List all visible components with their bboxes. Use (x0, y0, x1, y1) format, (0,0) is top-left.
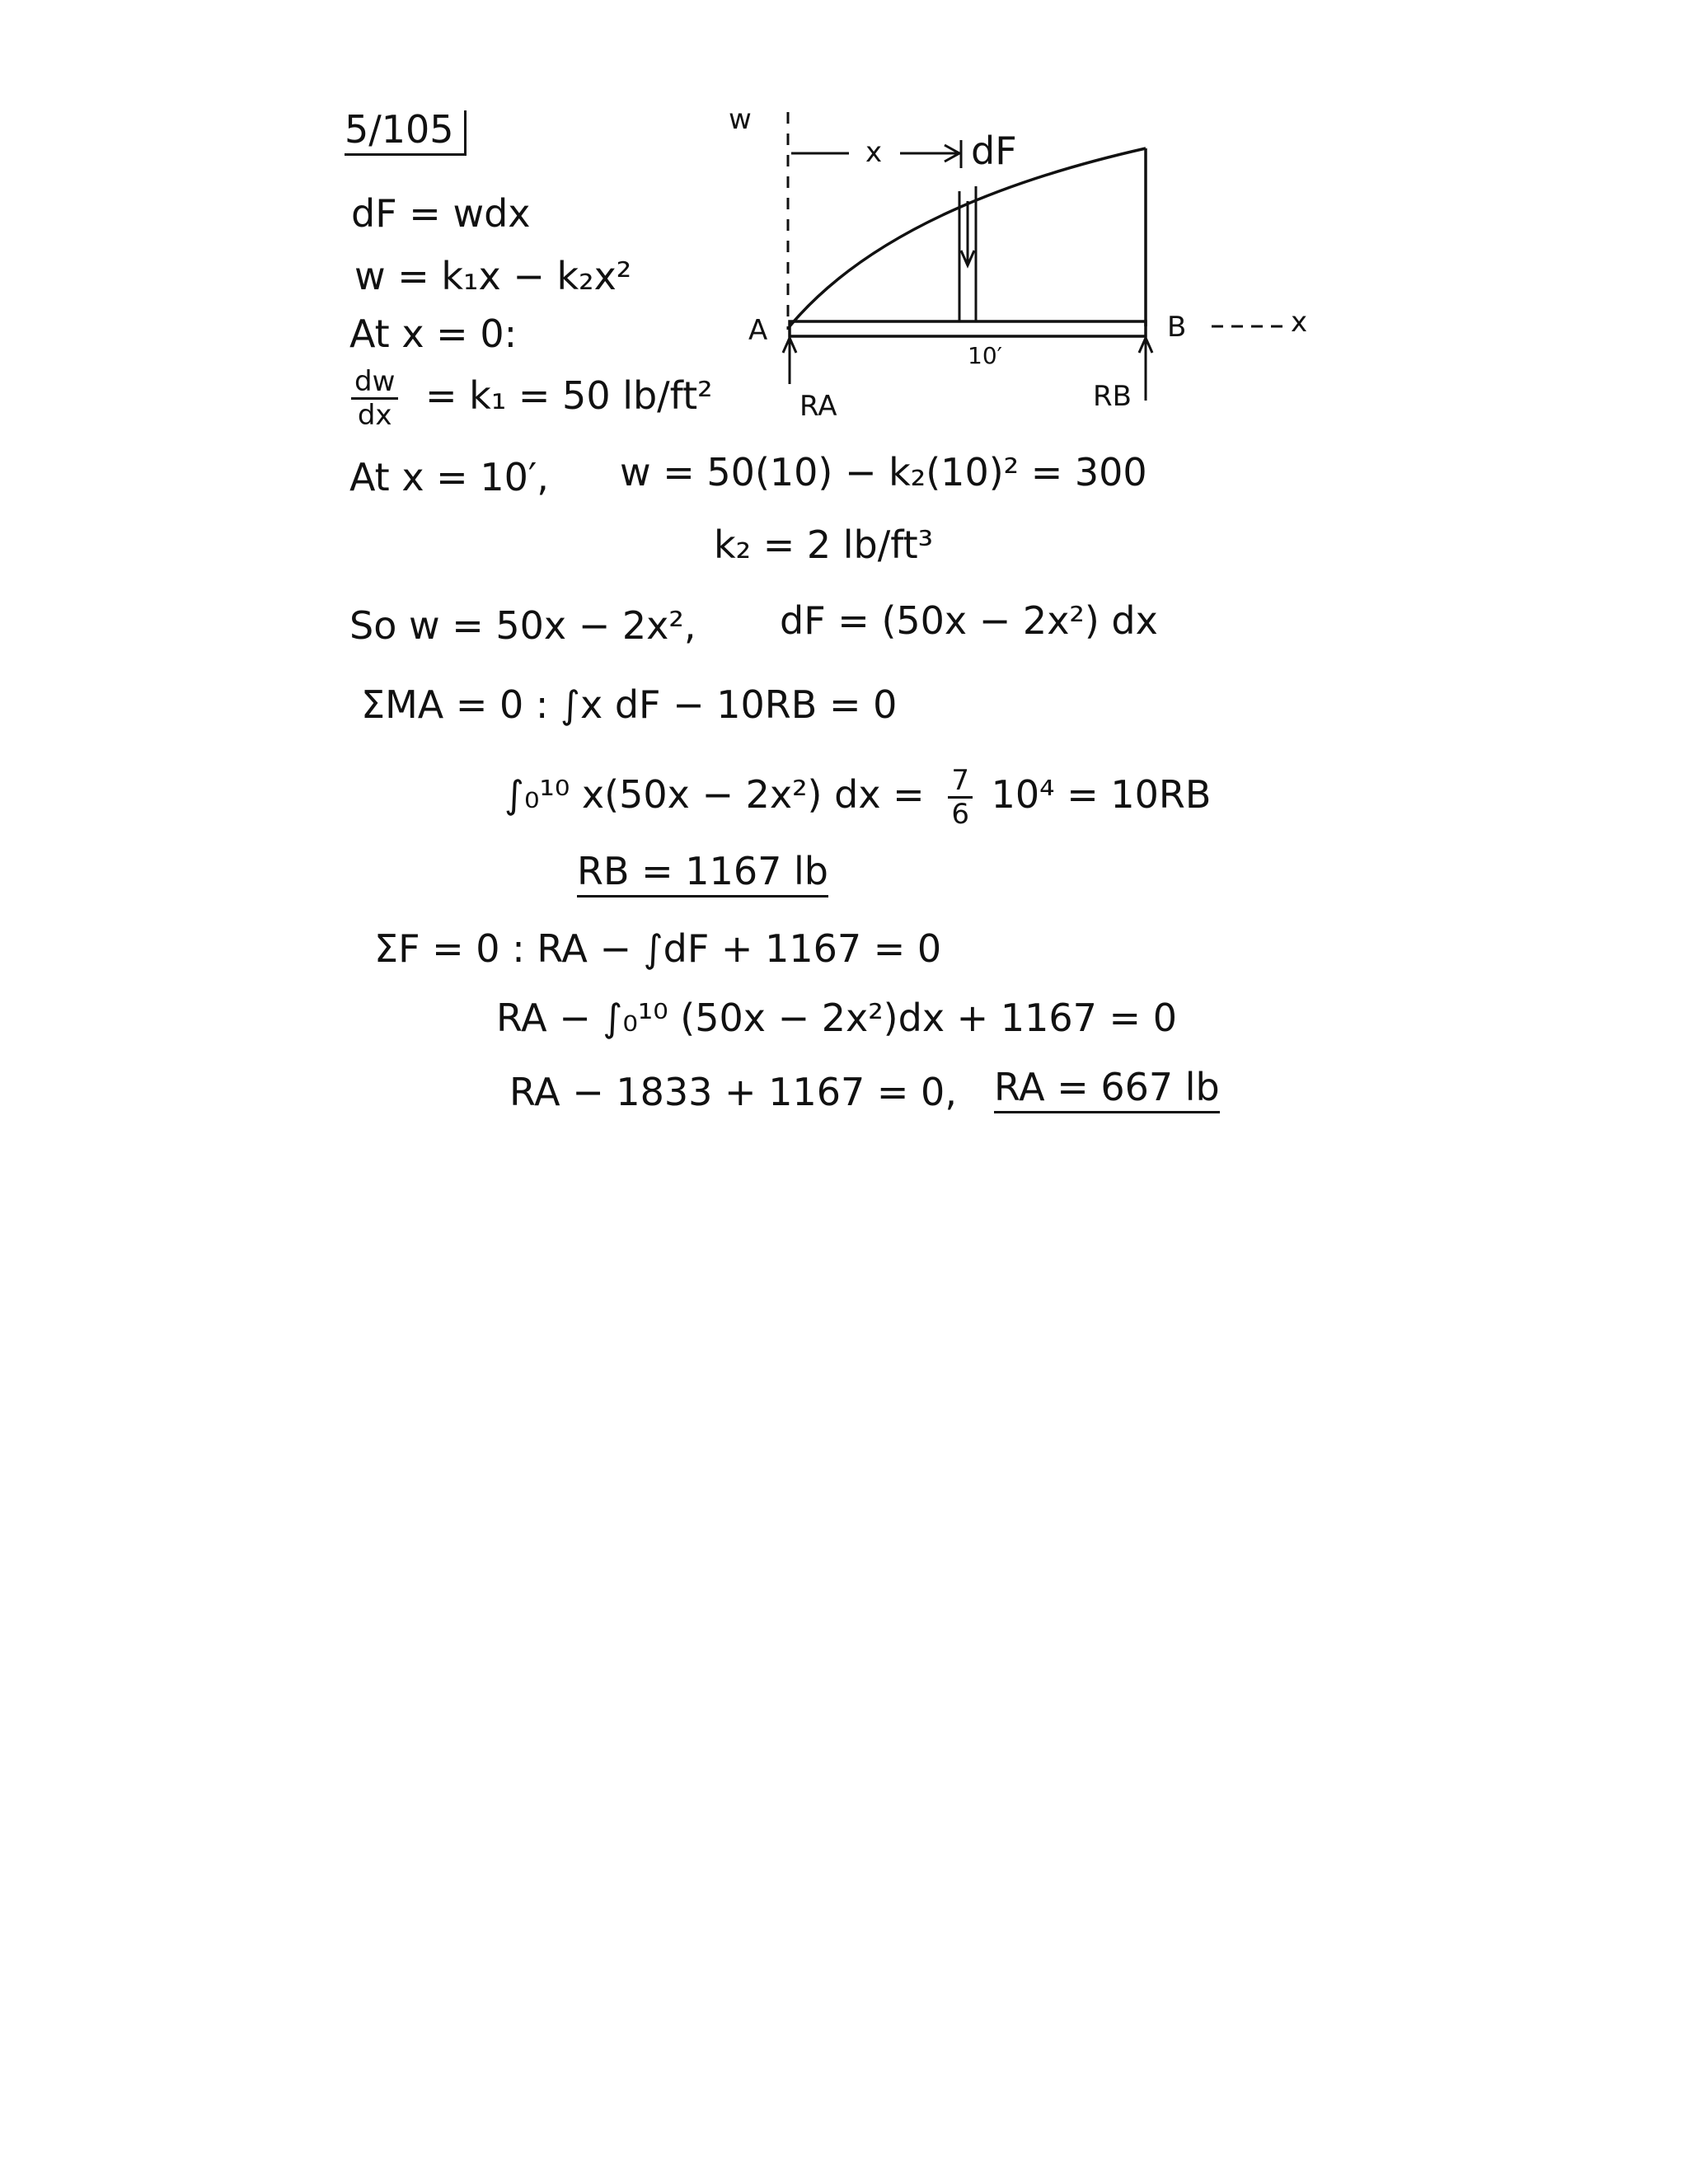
moment-integral-lhs: ∫₀¹⁰ x(50x − 2x²) dx = (504, 772, 925, 817)
df-label: dF (971, 129, 1017, 173)
equation-at-x10: At x = 10′, (349, 455, 549, 499)
equation-force-numeric: RA − 1833 + 1167 = 0, (509, 1070, 957, 1114)
x-axis-label: x (1291, 306, 1308, 339)
equation-df-full: dF = (50x − 2x²) dx (780, 598, 1158, 643)
reaction-ra-label: RA (799, 390, 837, 423)
equation-df: dF = wdx (351, 191, 531, 236)
result-ra: RA = 667 lb (994, 1068, 1220, 1113)
equation-w: w = k₁x − k₂x² (354, 254, 632, 298)
equation-so-w: So w = 50x − 2x², (349, 603, 696, 648)
problem-number: 5/105 (345, 110, 467, 156)
dwdx-rhs: = k₁ = 50 lb/ft² (425, 373, 713, 418)
equation-w-at-10: w = 50(10) − k₂(10)² = 300 (620, 450, 1147, 494)
x-dimension-label: x (865, 136, 883, 169)
fraction-numerator: 7 (948, 766, 973, 799)
beam (790, 321, 1146, 336)
equation-at-x0: At x = 0: (349, 312, 518, 356)
equation-force-sum: ΣF = 0 : RA − ∫dF + 1167 = 0 (374, 926, 942, 971)
reaction-rb-label: RB (1093, 380, 1132, 413)
equation-moment-sum: ΣMA = 0 : ∫x dF − 10RB = 0 (361, 682, 898, 727)
equation-k2: k₂ = 2 lb/ft³ (714, 523, 934, 567)
w-axis-label: w (729, 103, 752, 136)
dwdx-numerator: dw (351, 368, 398, 400)
support-a-label: A (748, 314, 768, 347)
equation-force-integral: RA − ∫₀¹⁰ (50x − 2x²)dx + 1167 = 0 (496, 996, 1177, 1040)
fraction-denominator: 6 (951, 798, 969, 831)
moment-integral-rhs: 10⁴ = 10RB (991, 772, 1212, 817)
span-label: 10′ (968, 342, 1002, 369)
dwdx-denominator: dx (357, 399, 392, 432)
support-b-label: B (1167, 311, 1187, 344)
result-rb: RB = 1167 lb (577, 852, 828, 898)
